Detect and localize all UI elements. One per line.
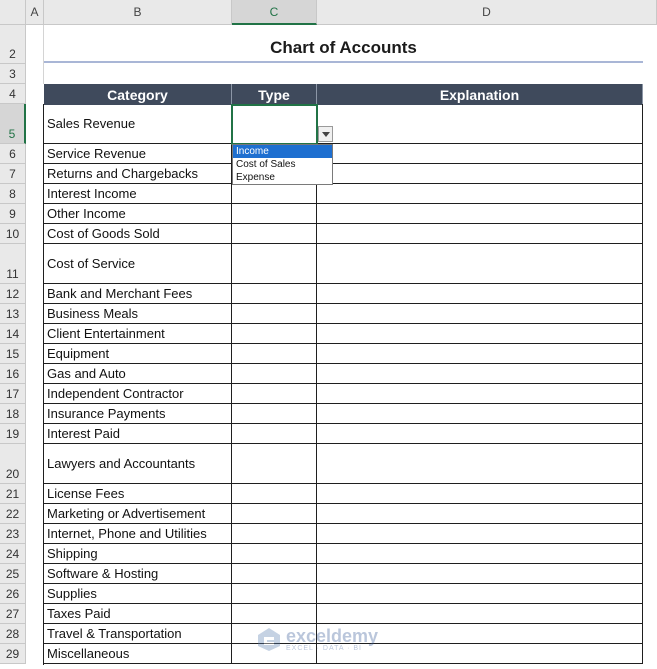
cell-explanation[interactable] [317,504,643,524]
cell-category[interactable]: Interest Paid [44,424,232,444]
cell-type[interactable] [232,344,317,364]
cell-explanation[interactable] [317,384,643,404]
cell-type[interactable] [232,564,317,584]
header-category: Category [44,84,232,105]
row-header[interactable]: 12 [0,284,26,304]
cell-type[interactable] [232,404,317,424]
cell-explanation[interactable] [317,444,643,484]
cell-category[interactable]: Internet, Phone and Utilities [44,524,232,544]
sheet-title: Chart of Accounts [270,38,417,57]
select-all-corner[interactable] [0,0,26,25]
cell-type[interactable] [232,584,317,604]
row-header[interactable]: 27 [0,604,26,624]
cell-explanation[interactable] [317,324,643,344]
watermark-tagline: EXCEL · DATA · BI [286,644,362,652]
dropdown-option-cost-of-sales[interactable]: Cost of Sales [236,159,296,170]
cell-explanation[interactable] [317,524,643,544]
row-header[interactable]: 25 [0,564,26,584]
cell-type[interactable] [232,244,317,284]
cell-category[interactable]: Shipping [44,544,232,564]
cell-explanation[interactable] [317,184,643,204]
cell-type[interactable] [232,384,317,404]
cell-explanation[interactable] [317,104,643,144]
cell-category[interactable]: Insurance Payments [44,404,232,424]
row-header[interactable]: 9 [0,204,26,224]
cell-type[interactable] [232,224,317,244]
cell-category[interactable]: Travel & Transportation [44,624,232,644]
cell-type[interactable] [232,504,317,524]
cell-category[interactable]: Equipment [44,344,232,364]
cell-explanation[interactable] [317,224,643,244]
cell-type[interactable] [232,284,317,304]
cell-explanation[interactable] [317,284,643,304]
cell-category[interactable]: Business Meals [44,304,232,324]
cell-category[interactable]: Software & Hosting [44,564,232,584]
cell-category[interactable]: Taxes Paid [44,604,232,624]
cell-explanation[interactable] [317,584,643,604]
cell-category[interactable]: Marketing or Advertisement [44,504,232,524]
cell-explanation[interactable] [317,364,643,384]
cell-category[interactable]: Sales Revenue [44,104,232,144]
row-header[interactable]: 26 [0,584,26,604]
cell-explanation[interactable] [317,424,643,444]
watermark [256,622,406,656]
column-header-a[interactable]: A [26,0,44,25]
cell-category[interactable]: Gas and Auto [44,364,232,384]
cell-category[interactable]: Service Revenue [44,144,232,164]
watermark-brand: exceldemy [286,625,379,646]
row-header[interactable]: 8 [0,184,26,204]
column-header-d[interactable]: D [317,0,657,25]
row-header[interactable]: 2 [0,25,26,64]
row-header[interactable]: 6 [0,144,26,164]
cell-type[interactable] [232,424,317,444]
row-header[interactable]: 20 [0,444,26,484]
cell-explanation[interactable] [317,344,643,364]
row-header[interactable]: 22 [0,504,26,524]
row-header[interactable]: 4 [0,84,26,104]
cell-explanation[interactable] [317,484,643,504]
cell-type[interactable] [232,304,317,324]
cell-type[interactable] [232,444,317,484]
row-header[interactable]: 29 [0,644,26,664]
row-header[interactable]: 13 [0,304,26,324]
cell-explanation[interactable] [317,304,643,324]
title-underline [44,61,643,63]
row-header[interactable]: 15 [0,344,26,364]
cell-explanation[interactable] [317,564,643,584]
row-header[interactable]: 11 [0,244,26,284]
exceldemy-logo-icon [256,626,282,652]
dropdown-arrow-button[interactable] [318,126,333,142]
cell-category[interactable]: Supplies [44,584,232,604]
header-explanation: Explanation [317,84,643,105]
header-type: Type [232,84,317,105]
cell-type[interactable] [232,524,317,544]
cell-category[interactable]: Client Entertainment [44,324,232,344]
cell-type[interactable] [232,184,317,204]
cell-category[interactable]: Cost of Service [44,244,232,284]
cell-type[interactable] [232,604,317,624]
row-header[interactable]: 7 [0,164,26,184]
cell-category[interactable]: Bank and Merchant Fees [44,284,232,304]
row-header[interactable]: 16 [0,364,26,384]
row-header[interactable]: 18 [0,404,26,424]
cell-category[interactable]: Cost of Goods Sold [44,224,232,244]
cell-type[interactable] [232,484,317,504]
data-validation-dropdown[interactable] [232,144,333,185]
row-header[interactable]: 17 [0,384,26,404]
cell-category[interactable]: Interest Income [44,184,232,204]
cell-type[interactable] [232,364,317,384]
cell-category[interactable]: License Fees [44,484,232,504]
cell-type[interactable] [232,544,317,564]
cell-type[interactable] [232,204,317,224]
cell-category[interactable]: Miscellaneous [44,644,232,664]
row-header[interactable]: 10 [0,224,26,244]
row-header[interactable]: 5 [0,104,26,144]
dropdown-option-income[interactable]: Income [233,145,332,158]
row-header[interactable]: 19 [0,424,26,444]
cell-category[interactable]: Lawyers and Accountants [44,444,232,484]
row-header[interactable]: 14 [0,324,26,344]
active-cell-c5[interactable] [231,104,318,145]
cell-explanation[interactable] [317,144,643,164]
cell-explanation[interactable] [317,604,643,624]
dropdown-option-expense[interactable]: Expense [236,172,275,183]
cell-explanation[interactable] [317,244,643,284]
cell-type[interactable] [232,324,317,344]
cell-explanation[interactable] [317,544,643,564]
column-header-b[interactable]: B [44,0,232,25]
row-header[interactable]: 3 [0,64,26,84]
cell-category[interactable]: Independent Contractor [44,384,232,404]
chevron-down-icon [322,132,330,137]
cell-category[interactable]: Returns and Chargebacks [44,164,232,184]
row-header[interactable]: 24 [0,544,26,564]
row-header[interactable]: 28 [0,624,26,644]
cell-explanation[interactable] [317,404,643,424]
cell-explanation[interactable] [317,204,643,224]
cell-explanation[interactable] [317,164,643,184]
row-header[interactable]: 21 [0,484,26,504]
row-header[interactable]: 23 [0,524,26,544]
cell-category[interactable]: Other Income [44,204,232,224]
column-header-c[interactable]: C [232,0,317,25]
